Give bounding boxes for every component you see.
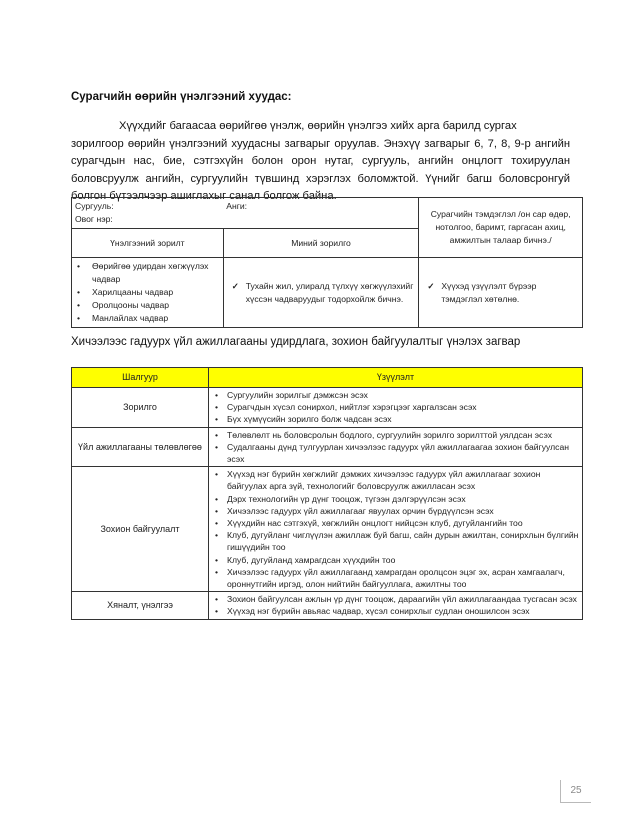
record-header-cell	[419, 198, 583, 258]
table-row	[72, 592, 583, 619]
criterion-cell: Зорилго	[72, 388, 209, 428]
list-item: • Оролцооны чадвар	[75, 299, 220, 312]
list-item: • Клуб, дугуйланг чиглүүлэн ажиллаж буй багш, сайн дурын ажилтан, сонирхлын бүлгийн гишүүдийн тоо	[213, 529, 579, 553]
page-number: 25	[560, 780, 591, 803]
list-item: • Зохион байгуулсан ажлын үр дүнг тооцож, дараагийн үйл ажиллагаандаа тусгасан эсэх	[213, 593, 579, 605]
criterion-cell: Хяналт, үнэлгээ	[72, 592, 209, 619]
list-item: • Сурагчдын хүсэл сонирхол, нийтлэг хэрэгцээг харгалзсан эсэх	[213, 401, 579, 413]
list-item: • Өөрийгөө удирдан хөгжүүлэх чадвар	[75, 260, 220, 286]
criterion-column-header: Шалгуур	[72, 368, 209, 388]
list-item: • Хүүхэд нэг бүрийн хөгжлийг дэмжих хичээлээс гадуурх үйл ажиллагааг зохион байгуулах арга зүй, технологийг боловсруулж ажилласан эсэх	[213, 468, 579, 492]
school-name-cell	[72, 198, 224, 229]
intro-body: зорилгоор өөрийн үнэлгээний хуудасны загварыг оруулав. Энэхүү загварыг 6, 7, 8, 9-р ангийн сурагчдын нас, бие, сэтгэхүйн болон орон нутаг, сургууль, ангийн онцлогт тохируулан боловсруулж ангийн, сургуулийн түвшинд хэрэглэх боломжтой. Үүнийг багш боловсронгуй болгон бүтээлчээр ашиглахыг санал болгож байна.	[71, 137, 570, 202]
record-cell	[419, 258, 583, 328]
list-item: • Төлөвлөлт нь боловсролын бодлого, сургуулийн зорилго зорилттой уялдсан эсэх	[213, 429, 579, 441]
my-goal-cell	[223, 258, 419, 328]
criterion-cell: Зохион байгуулалт	[72, 467, 209, 592]
list-item: • Судалгааны дүнд тулгуурлан хичээлээс гадуурх үйл ажиллагаагаа зохион байгуулсан эсэх	[213, 441, 579, 465]
table-header-row	[72, 368, 583, 388]
my-goal-text: ✓ Тухайн жил, улиралд түлхүү хөгжүүлэхийг хүссэн чадваруудыг тодорхойлж бичнэ.	[230, 280, 416, 306]
self-assessment-table	[71, 197, 583, 328]
list-item: • Хичээлээс гадуурх үйл ажиллагааг явуулах орчин бүрдүүлсэн эсэх	[213, 505, 579, 517]
school-label: Сургууль:	[75, 201, 114, 211]
list-item: • Хичээлээс гадуурх үйл ажиллагаанд хамрагдан оролцсон эцэг эх, асран хамгаалагч, ороннутгийн иргэд, олон нийтийн байгууллага, ажилтны тоо	[213, 566, 579, 590]
list-item: • Манлайлах чадвар	[75, 312, 220, 325]
my-goal-header: Миний зорилго	[223, 229, 419, 258]
indicator-cell	[209, 427, 583, 467]
indicator-column-header: Үзүүлэлт	[209, 368, 583, 388]
indicator-cell	[209, 467, 583, 592]
list-item: • Сургуулийн зорилгыг дэмжсэн эсэх	[213, 389, 579, 401]
list-item: • Харилцааны чадвар	[75, 286, 220, 299]
goal-header: Үнэлгээний зорилт	[72, 229, 224, 258]
record-text: ✓ Хүүхэд үзүүлэлт бүрээр тэмдэглэл хөтөлнө.	[425, 280, 579, 306]
intro-paragraph	[71, 118, 570, 206]
list-item: • Дэрх технологийн үр дүнг тооцож, түгээн дэлгэрүүлсэн эсэх	[213, 493, 579, 505]
list-item: • Клуб, дугуйланд хамрагдсан хүүхдийн тоо	[213, 554, 579, 566]
table-row	[72, 258, 583, 328]
class-cell	[223, 198, 419, 229]
table-row	[72, 467, 583, 592]
intro-first-line: Хүүхдийг багаасаа өөрийгөө үнэлж, өөрийн үнэлгээ хийх арга барилд сургах	[119, 120, 517, 132]
criterion-cell: Үйл ажиллагааны төлөвлөгөө	[72, 427, 209, 467]
class-label: Анги:	[226, 201, 248, 211]
section-heading: Хичээлээс гадуурх үйл ажиллагааны удирдлага, зохион байгуулалтыг үнэлэх загвар	[71, 336, 521, 348]
goals-cell	[72, 258, 224, 328]
name-label: Овог нэр:	[75, 214, 113, 224]
list-item: • Хүүхэд нэг бүрийн авьяас чадвар, хүсэл сонирхлыг судлан оношилсон эсэх	[213, 605, 579, 617]
evaluation-table	[71, 367, 583, 620]
page-heading: Сурагчийн өөрийн үнэлгээний хуудас:	[71, 91, 292, 103]
indicator-cell	[209, 388, 583, 428]
table-row	[72, 388, 583, 428]
list-item: • Хүүхдийн нас сэтгэхүй, хөгжлийн онцлогт нийцсэн клуб, дугуйлангийн тоо	[213, 517, 579, 529]
list-item: • Бүх хүмүүсийн зорилго болж чадсан эсэх	[213, 413, 579, 425]
indicator-cell	[209, 592, 583, 619]
table-row	[72, 427, 583, 467]
table-row	[72, 198, 583, 229]
record-label: Сурагчийн тэмдэглэл /он сар өдөр, нотолгоо, баримт, гаргасан ахиц, амжилтын талаар бичнэ./	[430, 209, 571, 245]
